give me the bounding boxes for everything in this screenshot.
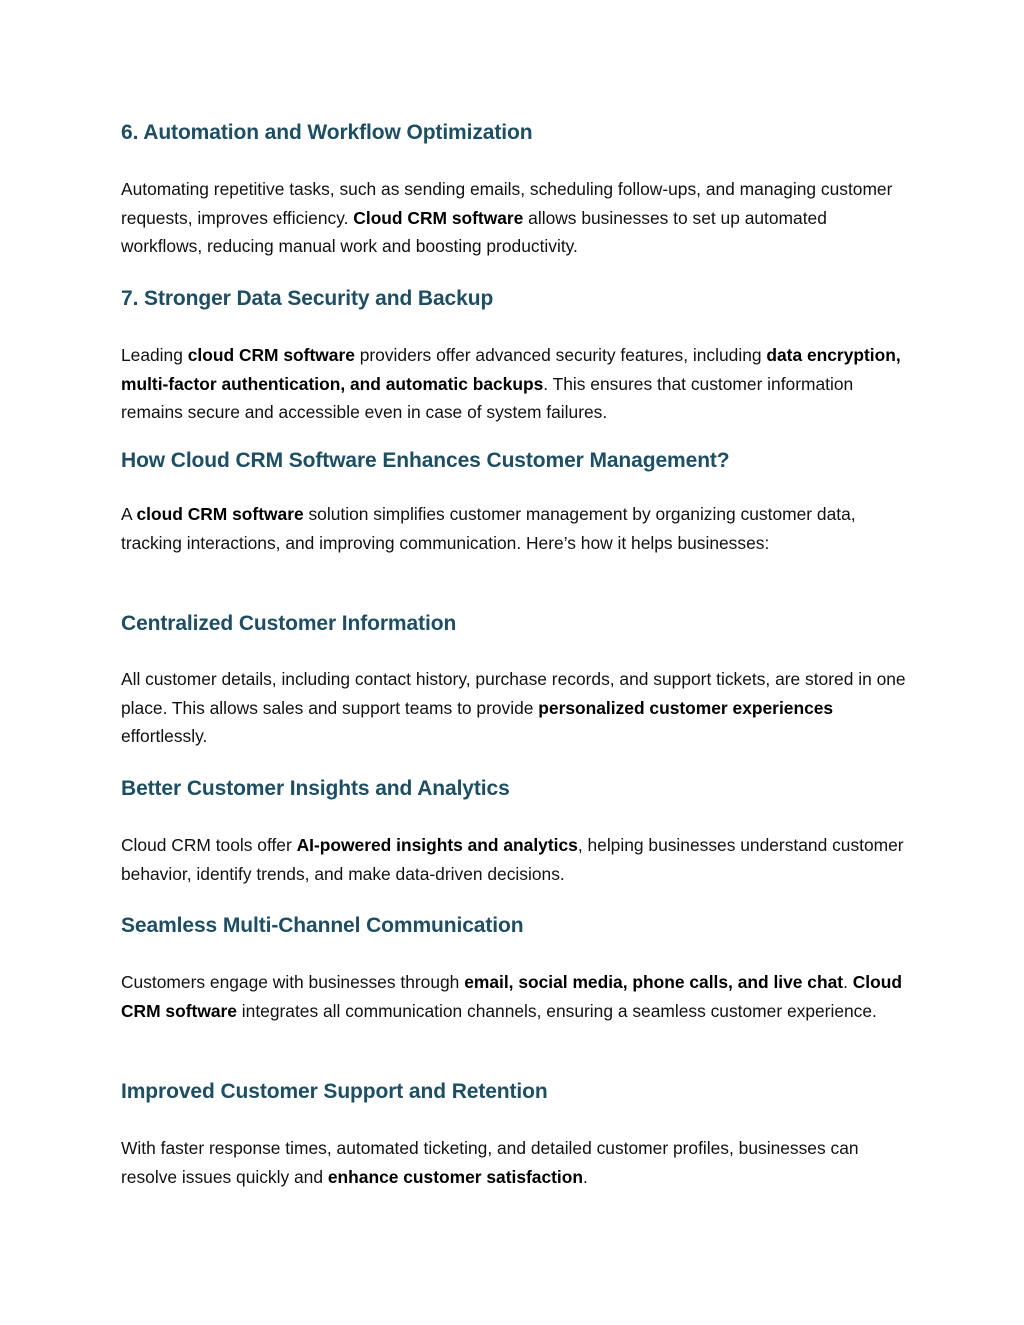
text-run: effortlessly. bbox=[121, 726, 208, 747]
bold-text-run: data encryption, multi-factor authentication, and automatic backups bbox=[121, 345, 901, 394]
text-run: Automating repetitive tasks, such as sending emails, scheduling follow-ups, and managing customer requests, improves efficiency. bbox=[121, 179, 893, 228]
bold-text-run: enhance customer satisfaction bbox=[327, 1166, 584, 1187]
bold-text-run: personalized customer experiences bbox=[538, 697, 834, 718]
bold-text-run: cloud CRM software bbox=[187, 345, 355, 365]
bold-text-run: email, social media, phone calls, and live chat bbox=[464, 972, 844, 992]
text-run: , helping businesses understand customer behavior, identify trends, and make data-driven decisions. bbox=[121, 835, 904, 884]
text-run: . This ensures that customer information remains secure and accessible even in case of system failures. bbox=[121, 373, 854, 423]
text-run: All customer details, including contact history, purchase records, and support tickets, are stored in one place. This allows sales and support teams to provide bbox=[121, 669, 906, 718]
section-heading-security: 7. Stronger Data Security and Backup bbox=[121, 287, 494, 310]
bold-text-run: AI-powered insights and analytics bbox=[296, 835, 578, 855]
bold-text-run: Cloud CRM software bbox=[353, 207, 524, 228]
text-run: Leading bbox=[121, 345, 188, 365]
section-paragraph-automation bbox=[121, 175, 911, 261]
section-heading-insights: Better Customer Insights and Analytics bbox=[121, 777, 510, 800]
text-run: providers offer advanced security features, including bbox=[354, 345, 767, 365]
section-heading-customer-management: How Cloud CRM Software Enhances Customer Management? bbox=[121, 449, 730, 472]
text-run: A bbox=[121, 504, 137, 524]
text-run: Customers engage with businesses through bbox=[121, 972, 465, 992]
section-paragraph-customer-management bbox=[121, 500, 911, 557]
text-run: integrates all communication channels, ensuring a seamless customer experience. bbox=[236, 1000, 877, 1021]
section-paragraph-insights bbox=[121, 831, 911, 888]
text-run: solution simplifies customer management by organizing customer data, tracking interactions, and improving communication. Here’s how it helps businesses: bbox=[121, 504, 856, 553]
section-heading-centralized-info: Centralized Customer Information bbox=[121, 612, 457, 635]
bold-text-run: cloud CRM software bbox=[136, 504, 304, 524]
section-heading-automation: 6. Automation and Workflow Optimization bbox=[121, 121, 533, 144]
text-run: allows businesses to set up automated workflows, reducing manual work and boosting productivity. bbox=[121, 207, 827, 257]
text-run: . bbox=[583, 1166, 588, 1187]
section-paragraph-centralized-info bbox=[121, 665, 911, 751]
text-run: Cloud CRM tools offer bbox=[121, 835, 297, 855]
text-run: . bbox=[843, 972, 853, 992]
section-paragraph-security bbox=[121, 341, 911, 427]
bold-text-run: Cloud CRM software bbox=[121, 972, 902, 1021]
section-heading-multichannel: Seamless Multi-Channel Communication bbox=[121, 914, 524, 937]
text-run: With faster response times, automated ticketing, and detailed customer profiles, businesses can resolve issues quickly and bbox=[121, 1138, 859, 1187]
section-heading-support-retention: Improved Customer Support and Retention bbox=[121, 1080, 548, 1103]
section-paragraph-support-retention bbox=[121, 1134, 911, 1191]
section-paragraph-multichannel bbox=[121, 968, 911, 1025]
